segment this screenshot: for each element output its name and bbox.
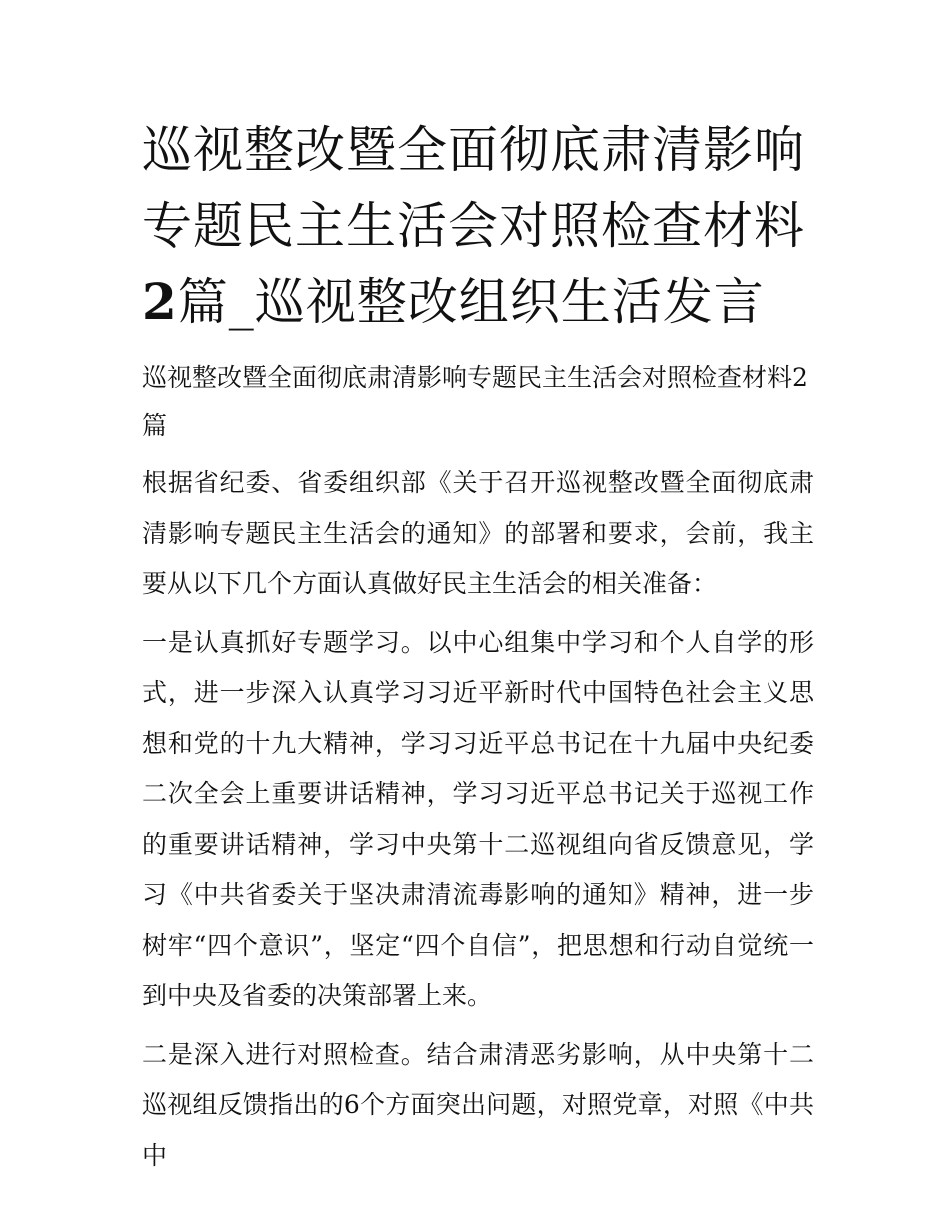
paragraph-intro: 根据省纪委、省委组织部《关于召开巡视整改暨全面彻底肃清影响专题民主生活会的通知》的部署和要求，会前，我主要从以下几个方面认真做好民主生活会的相关准备： [142,468,814,598]
document-page [142,112,814,1181]
document-title [142,112,814,340]
paragraph-study: 一是认真抓好专题学习。以中心组集中学习和个人自学的形式，进一步深入认真学习习近平新时代中国特色社会主义思想和党的十九大精神，学习习近平总书记在十九届中央纪委二次全会上重要讲话精神，学习习近平总书记关于巡视工作的重要讲话精神，学习中央第十二巡视组向省反馈意见，学习《中共省委关于坚决肃清流毒影响的通知》精神，进一步树牢“四个意识”，坚定“四个自信”，把思想和行动自觉统一到中央及省委的决策部署上来。 [142,627,814,1010]
title-text-tail: 篇_巡视整改组织生活发言 [177,273,765,331]
title-number: 2 [142,272,178,331]
document-subtitle: 巡视整改暨全面彻底肃清影响专题民主生活会对照检查材料2篇 [142,363,808,440]
paragraph-review: 二是深入进行对照检查。结合肃清恶劣影响，从中央第十二巡视组反馈指出的6个方面突出问题，对照党章，对照《中共中 [142,1039,814,1170]
title-text-main: 巡视整改暨全面彻底肃清影响专题民主生活会对照检查材料 [142,121,805,255]
